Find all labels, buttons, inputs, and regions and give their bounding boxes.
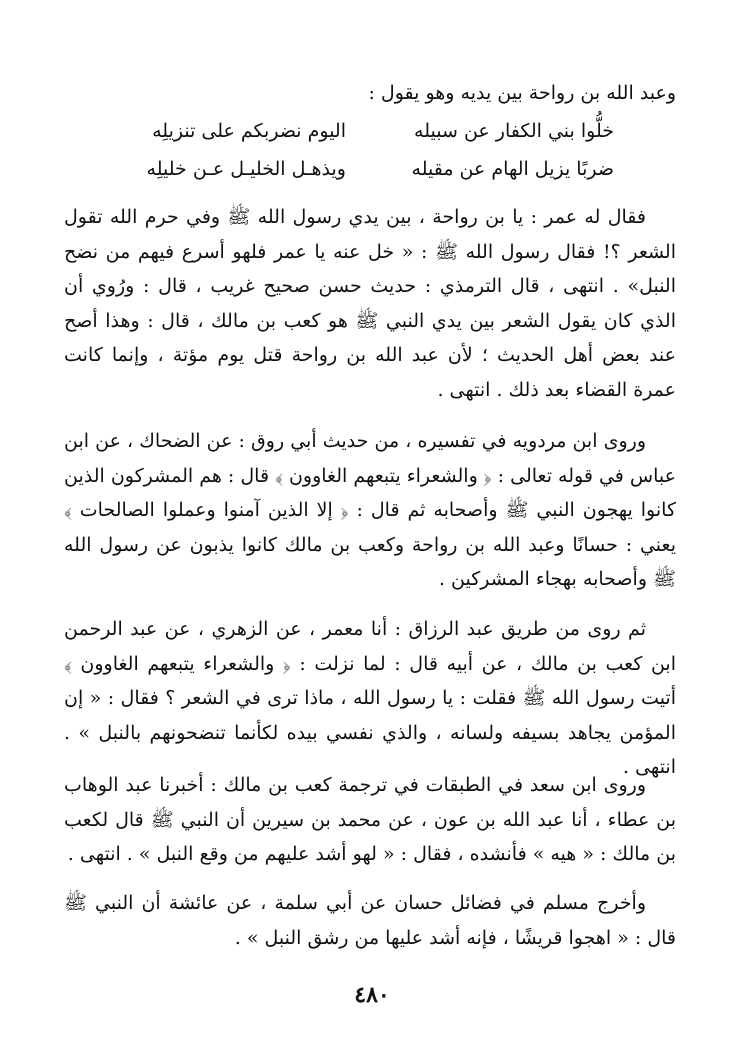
paragraph-abd-al-razzaq: ثم روى من طريق عبد الرزاق : أنا معمر ، عن الزهري ، عن عبد الرحمن ابن كعب بن مالك ، عن أبيه قال : لما نزلت : ﴿ والشعراء يتبعهم الغاوون ﴾ أتيت رسول الله ﷺ فقلت : يا رسول الله ، ماذا ترى في الشعر ؟ فقال : « إن المؤمن يجاهد بسيفه ولسانه ، والذي نفسي بيده لكأنما تنضحونهم بالنبل » . انتهى . (64, 618, 676, 778)
paragraph-omar-ibn-rawaha: فقال له عمر : يا بن رواحة ، بين يدي رسول الله ﷺ وفي حرم الله تقول الشعر ؟! فقال رسول الله ﷺ : « خل عنه يا عمر فلهو أسرع فيهم من نضح النبل» . انتهى ، قال الترمذي : حديث حسن صحيح غريب ، قال : ورُوي أن الذي كان يقول الشعر بين يدي النبي ﷺ هو كعب بن مالك ، قال : وهذا أصح عند بعض أهل الحديث ؛ لأن عبد الله بن رواحة قتل يوم مؤتة ، وإنما كانت عمرة القضاء بعد ذلك . انتهى . (64, 206, 676, 401)
poem-hemistich-second: ويذهـل الخليـل عـن خليلِه (146, 158, 346, 180)
poem-hemistich-second: اليوم نضربكم على تنزيلِه (152, 120, 346, 142)
poem-hemistich-first: ضربًا يزيل الهام عن مقيله (411, 158, 614, 180)
paragraph-muslim: وأخرج مسلم في فضائل حسان عن أبي سلمة ، عن عائشة أن النبي ﷺ قال : « اهجوا قريشًا ، فإنه أشد عليها من رشق النبل » . (64, 892, 676, 949)
paragraph-ibn-saad: وروى ابن سعد في الطبقات في ترجمة كعب بن مالك : أخبرنا عبد الوهاب بن عطاء ، أنا عبد الله بن عون ، عن محمد بن سيرين أن النبي ﷺ قال لكعب بن مالك : « هيه » فأنشده ، فقال : « لهو أشد عليهم من وقع النبل » . انتهى . (64, 774, 676, 865)
poem (116, 120, 614, 196)
intro-line: وعبد الله بن رواحة بين يديه وهو يقول : (368, 82, 676, 104)
poem-line (116, 120, 614, 158)
paragraph-ibn-mardawayh: وروى ابن مردويه في تفسيره ، من حديث أبي روق : عن الضحاك ، عن ابن عباس في قوله تعالى : ﴿ والشعراء يتبعهم الغاوون ﴾ قال : هم المشركون الذين كانوا يهجون النبي ﷺ وأصحابه ثم قال : ﴿ إلا الذين آمنوا وعملوا الصالحات ﴾ يعني : حسانًا وعبد الله بن رواحة وكعب بن مالك كانوا يذبون عن رسول الله ﷺ وأصحابه بهجاء المشركين . (64, 430, 676, 590)
poem-line (116, 158, 614, 196)
poem-hemistich-first: خلُّوا بني الكفار عن سبيله (414, 120, 614, 142)
page-number: ٤٨٠ (354, 982, 390, 1008)
